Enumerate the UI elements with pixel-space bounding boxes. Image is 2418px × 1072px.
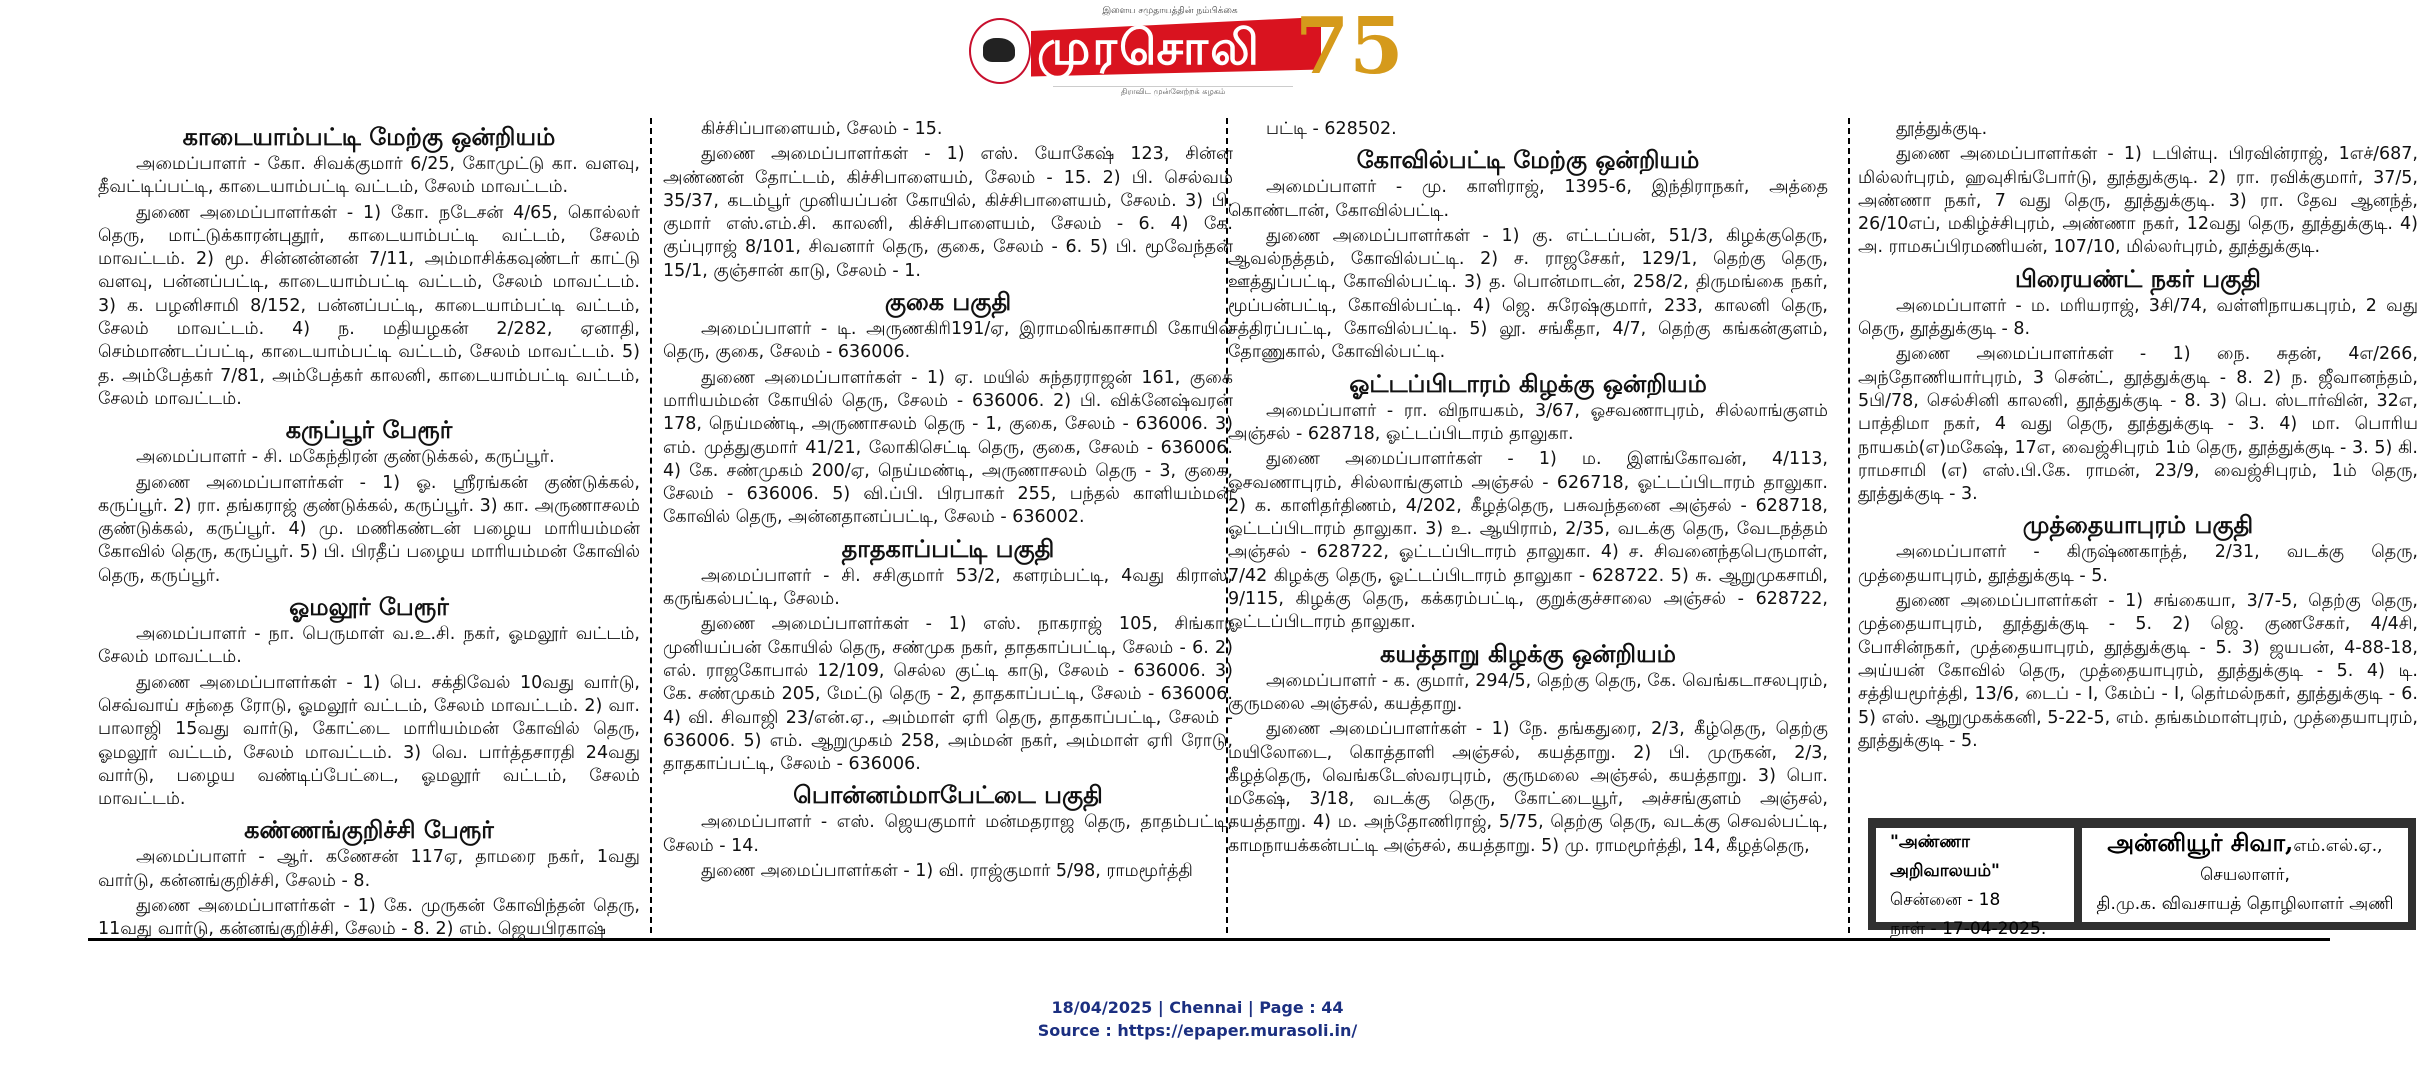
masthead — [965, 1, 1425, 104]
signatory — [2082, 828, 2408, 922]
section-heading: காடையாம்பட்டி மேற்கு ஒன்றியம் — [182, 122, 556, 151]
paragraph: துணை அமைப்பாளர்கள் - 1) கு. எட்டப்பன், 51/3, கிழக்குதெரு, ஆவல்நத்தம், கோவில்பட்டி. 2) ச. ராஜசேகர், 129/1, தெற்கு தெரு, ஊத்துப்பட்டி, கோவில்பட்டி. 3) த. பொன்மாடன், 258/2, திருமங்கை நகர், மூப்பன்பட்டி, கோவில்பட்டி. 4) ஜெ. சுரேஷ்குமார், 233, காலனி தெரு, சத்திரப்பட்டி, கோவில்பட்டி. 5) லூ. சங்கீதா, 4/7, தெற்கு கங்கன்குளம், தோணுகால், கோவில்பட்டி. — [1228, 225, 1828, 363]
office-name: "அண்ணா அறிவாலயம்" — [1890, 832, 2000, 881]
column-divider — [650, 118, 652, 933]
paragraph: துணை அமைப்பாளர்கள் - 1) நே. தங்கதுரை, 2/3, கீழ்தெரு, தெற்கு மயிலோடை, கொத்தாளி அஞ்சல், கயத்தாறு. 2) பி. முருகன், 2/3, கீழத்தெரு, வெங்கடேஸ்வரபுரம், குருமலை அஞ்சல், கயத்தாறு. 3) பொ. மகேஷ், 3/18, வடக்கு தெரு, கோட்டையூர், அச்சங்குளம் அஞ்சல், கயத்தாறு. 4) ம. அந்தோணிராஜ், 5/75, தெற்கு தெரு, வடக்கு செவல்பட்டி, காமநாயக்கன்பட்டி அஞ்சல், கயத்தாறு. 5) மு. ராமமூர்த்தி, 14, கீழத்தெரு, — [1228, 719, 1828, 856]
signatory-role: செயலாளர், — [2200, 865, 2290, 885]
masthead-subtitle: திராவிட முன்னேற்றக் கழகம் — [1053, 86, 1293, 97]
section-heading: தாதகாப்பட்டி பகுதி — [841, 533, 1055, 563]
paragraph: அமைப்பாளர் - நா. பெருமாள் வ.உ.சி. நகர், ஓமலூர் வட்டம், சேலம் மாவட்டம். — [98, 624, 640, 668]
section-heading: கண்ணங்குறிச்சி பேரூர் — [244, 815, 494, 845]
anniversary-emblem: 75 — [1295, 1, 1404, 92]
paragraph: அமைப்பாளர் - எஸ். ஜெயகுமார் மன்மதராஜ தெரு, தாதம்பட்டி, சேலம் - 14. — [663, 812, 1233, 856]
paragraph: அமைப்பாளர் - சி. சசிகுமார் 53/2, களரம்பட்டி, 4வது கிராஸ், கருங்கல்பட்டி, சேலம். — [663, 565, 1233, 610]
paragraph: துணை அமைப்பாளர்கள் - 1) கோ. நடேசன் 4/65, கொல்லர் தெரு, மாட்டுக்காரன்புதூர், காடையாம்பட்டி வட்டம், சேலம் மாவட்டம். 2) மூ. சின்னன்னன் 7/11, அம்மாசிக்கவுண்டர் காட்டு வளவு, பன்னப்பட்டி, காடையாம்பட்டி வட்டம், சேலம் மாவட்டம். 3) க. பழனிசாமி 8/152, பன்னப்பட்டி, காடையாம்பட்டி வட்டம், சேலம் மாவட்டம். 4) ந. மதியழகன் 2/282, ஏனாதி, செம்மாண்டப்பட்டி, காடையாம்பட்டி வட்டம், சேலம் மாவட்டம். 5) த. அம்பேத்கர் 7/81, அம்பேத்கர் காலனி, காடையாம்பட்டி வட்டம், சேலம் மாவட்டம். — [98, 202, 640, 409]
section-heading: முத்தையாபுரம் பகுதி — [2022, 510, 2254, 540]
paragraph: துணை அமைப்பாளர்கள் - 1) கே. முருகன் கோவிந்தன் தெரு, 11வது வார்டு, கன்னங்குறிச்சி, சேலம் - 8. 2) எம். ஜெயபிரகாஷ் — [98, 896, 640, 940]
paragraph: தூத்துக்குடி. — [1896, 119, 1988, 139]
section-heading: ஓமலூர் பேரூர் — [289, 592, 449, 622]
paragraph: அமைப்பாளர் - சி. மகேந்திரன் குண்டுக்கல், கருப்பூர். — [136, 447, 555, 468]
paragraph: துணை அமைப்பாளர்கள் - 1) டபிள்யு. பிரவின்ராஜ், 1எச்/687, மில்லர்புரம், ஹவுசிங்போர்டு, தூத்துக்குடி. 2) ரா. ரவிக்குமார், 37/5, அண்ணா நகர், 7 வது தெரு, தூத்துக்குடி. 3) ரா. தேவ ஆனந்த், 26/10எப், மகிழ்ச்சிபுரம், அண்ணா நகர், 12வது தெரு, தூத்துக்குடி. 4) அ. ராமசுப்பிரமணியன், 107/10, மில்லர்புரம், தூத்துக்குடி. — [1858, 144, 2418, 258]
paragraph: கிச்சிப்பாளையம், சேலம் - 15. — [701, 119, 943, 139]
paragraph: துணை அமைப்பாளர்கள் - 1) எஸ். யோகேஷ் 123, சின்ன அண்ணன் தோட்டம், கிச்சிபாளையம், சேலம் - 15. 2) பி. செல்வம் 35/37, கடம்பூர் முனியப்பன் கோயில், கிச்சிபாளையம், சேலம். 3) பி. குமார் எஸ்.எம்.சி. காலனி, கிச்சிபாளையம், சேலம் - 6. 4) கே. குப்புராஜ் 8/101, சிவனார் தெரு, குகை, சேலம் - 6. 5) பி. மூவேந்தன் 15/1, குஞ்சான் காடு, சேலம் - 1. — [663, 144, 1233, 281]
section-heading: கோவில்பட்டி மேற்கு ஒன்றியம் — [1356, 145, 1700, 175]
section-heading: கயத்தாறு கிழக்கு ஒன்றியம் — [1380, 638, 1676, 668]
column-4 — [1858, 118, 2418, 933]
column-2 — [663, 118, 1233, 933]
signatory-name — [2082, 828, 2408, 861]
footer-source: Source : https://epaper.murasoli.in/ — [1037, 1021, 1358, 1040]
party-seal-icon — [969, 18, 1031, 84]
newspaper-title: முரசொலி — [1037, 20, 1261, 76]
signatory-wing: தி.மு.க. விவசாயத் தொழிலாளர் அணி — [2096, 894, 2394, 914]
paragraph: துணை அமைப்பாளர்கள் - 1) வி. ராஜ்குமார் 5/98, ராமமூர்த்தி — [701, 861, 1193, 882]
paragraph: அமைப்பாளர் - ம. மரியராஜ், 3சி/74, வள்ளிநாயகபுரம், 2 வது தெரு, தூத்துக்குடி - 8. — [1858, 295, 2418, 340]
paragraph: பட்டி - 628502. — [1266, 119, 1397, 139]
signature-box — [1868, 818, 2416, 939]
paragraph: அமைப்பாளர் - ஆர். கணேசன் 117ஏ, தாமரை நகர், 1வது வார்டு, கன்னங்குறிச்சி, சேலம் - 8. — [98, 847, 640, 891]
section-heading: பிரையண்ட் நகர் பகுதி — [2015, 263, 2261, 293]
paragraph: துணை அமைப்பாளர்கள் - 1) எஸ். நாகராஜ் 105, சிங்கார முனியப்பன் கோயில் தெரு, சண்முக நகர், தாதகாப்பட்டி, சேலம் - 6. 2) எல். ராஜகோபால் 12/109, செல்ல குட்டி காடு, சேலம் - 636006. 3) கே. சண்முகம் 205, மேட்டு தெரு - 2, தாதகாப்பட்டி, சேலம் - 636006. 4) வி. சிவாஜி 23/என்.ஏ., அம்மாள் ஏரி தெரு, தாதகாப்பட்டி, சேலம் - 636006. 5) எம். ஆறுமுகம் 258, அம்மன் நகர், அம்மாள் ஏரி ரோடு, தாதகாப்பட்டி, சேலம் - 636006. — [663, 614, 1233, 775]
office-city: சென்னை - 18 — [1890, 890, 2001, 910]
signature-place-date — [1876, 828, 2074, 939]
signatory-degree: எம்.எல்.ஏ., — [2293, 836, 2383, 856]
column-divider — [1848, 118, 1850, 933]
signatory-name-text: அன்னியூர் சிவா, — [2107, 828, 2294, 857]
footer-date-page: 18/04/2025 | Chennai | Page : 44 — [1051, 998, 1344, 1017]
paragraph: துணை அமைப்பாளர்கள் - 1) சங்கையா, 3/7-5, தெற்கு தெரு, முத்தையாபுரம், தூத்துக்குடி - 5. 2) ஜெ. குணசேகர், 4/4சி, போசின்நகர், முத்தையாபுரம், தூத்துக்குடி - 5. 3) ஜயபன், 4-88-18, அய்யன் கோவில் தெரு, முத்தையாபுரம், தூத்துக்குடி - 5. 4) டி. சத்தியமூர்த்தி, 13/6, டைப் - I, கேம்ப் - I, தெர்மல்நகர், தூத்துக்குடி - 6. 5) எஸ். ஆறுமுகக்கனி, 5-22-5, எம். தங்கம்மாள்புரம், முத்தையாபுரம், தூத்துக்குடி - 5. — [1858, 591, 2418, 751]
paragraph: துணை அமைப்பாளர்கள் - 1) நை. சுதன், 4எ/266, அந்தோணியார்புரம், 3 சென்ட், தூத்துக்குடி - 8. 2) ந. ஜீவானந்தம், 5பி/78, செல்சினி காலனி, தூத்துக்குடி - 8. 3) பெ. ஸ்டார்வின், 32எ, பாத்திமா நகர், 4 வது தெரு, தூத்துக்குடி - 3. 4) மா. பொரிய நாயகம்(எ)மகேஷ், 17எ, வைஜ்சிபுரம் 1ம் தெரு, தூத்துக்குடி - 3. 5) கி. ராமசாமி (எ) எஸ்.பி.கே. ராமன், 23/9, வைஜ்சிபுரம், 1ம் தெரு, தூத்துக்குடி - 3. — [1858, 344, 2418, 505]
section-heading: பொன்னம்மாபேட்டை பகுதி — [793, 780, 1103, 810]
column-3 — [1228, 118, 1828, 933]
paragraph: அமைப்பாளர் - கிருஷ்ணகாந்த், 2/31, வடக்கு தெரு, முத்தையாபுரம், தூத்துக்குடி - 5. — [1858, 542, 2418, 586]
paragraph: அமைப்பாளர் - டி. அருணகிரி191/ஏ, இராமலிங்காசாமி கோயில் தெரு, குகை, சேலம் - 636006. — [663, 319, 1233, 363]
paragraph: துணை அமைப்பாளர்கள் - 1) ஓ. ஸ்ரீரங்கன் குண்டுக்கல், கருப்பூர். 2) ரா. தங்கராஜ் குண்டுக்கல், கருப்பூர். 3) கா. அருணாசலம் குண்டுக்கல், கருப்பூர். 4) மு. மணிகண்டன் பழைய மாரியம்மன் கோவில் தெரு, கருப்பூர். 5) பி. பிரதீப் பழைய மாரியம்மன் கோவில் தெரு, கருப்பூர். — [98, 472, 640, 586]
section-heading: ஓட்டப்பிடாரம் கிழக்கு ஒன்றியம் — [1349, 368, 1707, 398]
paragraph: துணை அமைப்பாளர்கள் - 1) ம. இளங்கோவன், 4/113, ஓசவணாபுரம், சில்லாங்குளம் அஞ்சல் - 626718, ஓட்டப்பிடாரம் தாலுகா. 2) க. காளிதர்திணம், 4/202, கீழத்தெரு, பசுவந்தனை அஞ்சல் - 628718, ஓட்டப்பிடாரம் தாலுகா. 3) உ. ஆயிராம், 2/35, வடக்கு தெரு, வேடநத்தம் அஞ்சல் - 628722, ஓட்டப்பிடாரம் தாலுகா. 4) ச. சிவனைந்தபெருமாள், 7/42 கிழக்கு தெரு, ஓட்டப்பிடாரம் தாலுகா - 628722. 5) சு. ஆறுமுகசாமி, 9/115, கிழக்கு தெரு, கக்கரம்பட்டி, குறுக்குச்சாலை அஞ்சல் - 628722, ஓட்டப்பிடாரம் தாலுகா. — [1228, 449, 1828, 633]
signature-date: நாள் - 17-04-2025. — [1890, 919, 2047, 939]
column-1 — [98, 118, 640, 940]
paragraph: அமைப்பாளர் - ரா. விநாயகம், 3/67, ஓசவணாபுரம், சில்லாங்குளம் அஞ்சல் - 628718, ஓட்டப்பிடாரம் தாலுகா. — [1228, 400, 1828, 444]
section-heading: கருப்பூர் பேரூர் — [285, 415, 453, 445]
section-heading: குகை பகுதி — [884, 287, 1012, 317]
masthead-tagline: இளைய சமுதாயத்தின் நம்பிக்கை — [1102, 6, 1238, 16]
paragraph: துணை அமைப்பாளர்கள் - 1) ஏ. மயில் சுந்தரராஜன் 161, குகை மாரியம்மன் கோயில் தெரு, சேலம் - 636006. 2) பி. விக்னேஷ்வரன் 178, நெய்மண்டி, அருணாசலம் தெரு - 1, குகை, சேலம் - 636006. 3) எம். முத்துகுமார் 41/21, லோகிசெட்டி தெரு, குகை, சேலம் - 636006. 4) கே. சண்முகம் 200/ஏ, நெய்மண்டி, அருணாசலம் தெரு - 3, குகை, சேலம் - 636006. 5) வி.ப்பி. பிரபாகர் 255, பந்தல் காளியம்மன் கோவில் தெரு, அன்னதானப்பட்டி, சேலம் - 636002. — [663, 367, 1233, 528]
paragraph: அமைப்பாளர் - கோ. சிவக்குமார் 6/25, கோமுட்டு கா. வளவு, தீவட்டிப்பட்டி, காடையாம்பட்டி வட்டம், சேலம் மாவட்டம். — [98, 154, 640, 198]
paragraph: துணை அமைப்பாளர்கள் - 1) பெ. சக்திவேல் 10வது வார்டு, செவ்வாய் சந்தை ரோடு, ஓமலூர் வட்டம், சேலம் மாவட்டம். 2) வா. பாலாஜி 15வது வார்டு, கோட்டை மாரியம்மன் கோவில் தெரு, ஓமலூர் வட்டம், சேலம் மாவட்டம். 3) வெ. பார்த்தசாரதி 24வது வார்டு, பழைய வண்டிப்பேட்டை, ஓமலூர் வட்டம், சேலம் மாவட்டம். — [98, 672, 640, 810]
paragraph: அமைப்பாளர் - மு. காளிராஜ், 1395-6, இந்திராநகர், அத்தை கொண்டான், கோவில்பட்டி. — [1228, 177, 1828, 221]
paragraph: அமைப்பாளர் - க. குமார், 294/5, தெற்கு தெரு, கே. வெங்கடாசலபுரம், குருமலை அஞ்சல், கயத்தாறு. — [1228, 670, 1828, 714]
